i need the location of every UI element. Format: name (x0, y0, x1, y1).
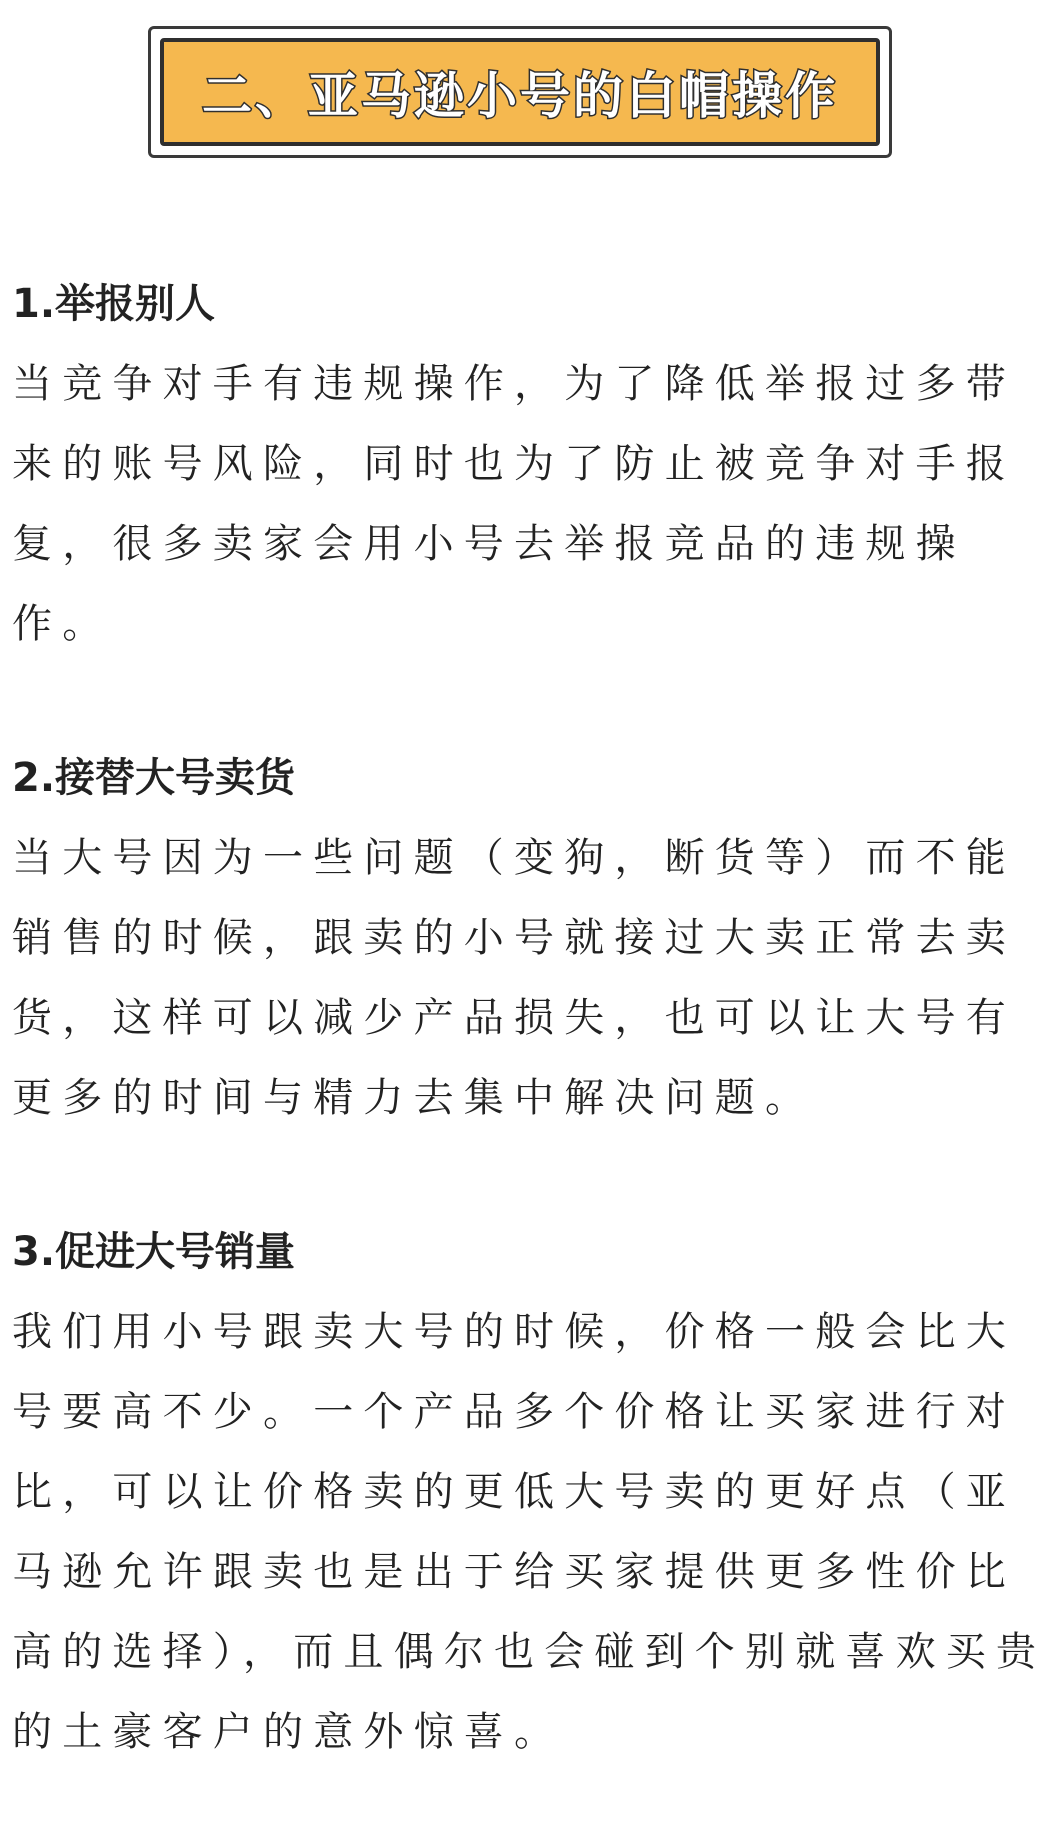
section-boost-main-sales (12, 1212, 1052, 1772)
section-report-others (12, 264, 1052, 664)
title-banner-inner (160, 38, 880, 146)
section-replace-main-account (12, 738, 1052, 1138)
section-heading: 1.举报别人 (12, 281, 216, 327)
section-heading: 3.促进大号销量 (12, 1229, 296, 1275)
section-heading: 2.接替大号卖货 (12, 755, 296, 801)
banner-title: 二、亚马逊小号的白帽操作 (202, 67, 838, 125)
article-content (12, 264, 1052, 1846)
title-banner (148, 26, 892, 158)
section-body: 当大号因为一些问题（变狗，断货等）而不能销售的时候，跟卖的小号就接过大卖正常去卖货，这样可以减少产品损失，也可以让大号有更多的时间与精力去集中解决问题。 (12, 835, 1016, 1121)
section-body: 我们用小号跟卖大号的时候，价格一般会比大号要高不少。一个产品多个价格让买家进行对比，可以让价格卖的更低大号卖的更好点（亚马逊允许跟卖也是出于给买家提供更多性价比高的选择），而且偶尔也会碰到个别就喜欢买贵的土豪客户的意外惊喜。 (12, 1309, 1047, 1755)
section-body: 当竞争对手有违规操作，为了降低举报过多带来的账号风险，同时也为了防止被竞争对手报复，很多卖家会用小号去举报竞品的违规操作。 (12, 361, 1016, 647)
